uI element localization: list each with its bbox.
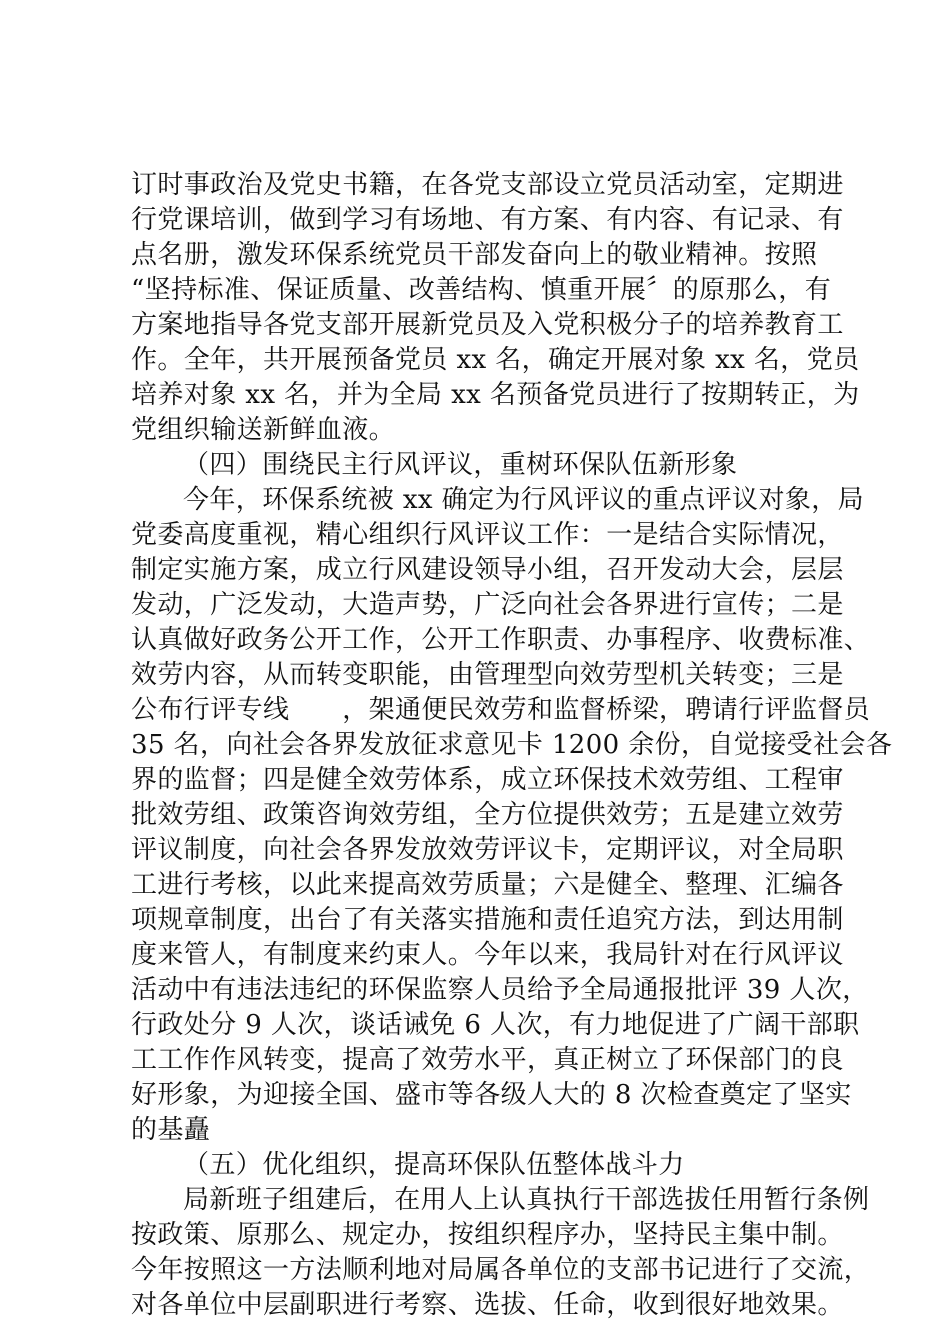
text-line: 今年按照这一方法顺利地对局属各单位的支部书记进行了交流， xyxy=(131,1255,871,1285)
text-line: 公布行评专线 ，架通便民效劳和监督桥梁，聘请行评监督员 xyxy=(131,695,871,725)
section-heading-4: （四）围绕民主行风评议，重树环保队伍新形象 xyxy=(183,450,738,480)
text-line: 发动，广泛发动，大造声势，广泛向社会各界进行宣传；二是 xyxy=(131,590,844,620)
text-line: 作。全年，共开展预备党员 xx 名，确定开展对象 xx 名，党员 xyxy=(131,345,860,375)
text-line: 点名册，激发环保系统党员干部发奋向上的敬业精神。按照 xyxy=(131,240,818,270)
text-line: 方案地指导各党支部开展新党员及入党积极分子的培养教育工 xyxy=(131,310,844,340)
text-line: 今年，环保系统被 xx 确定为行风评议的重点评议对象，局 xyxy=(183,485,865,515)
text-line: 工进行考核，以此来提高效劳质量；六是健全、整理、汇编各 xyxy=(131,870,844,900)
text-line: 35 名，向社会各界发放征求意见卡 1200 余份，自觉接受社会各 xyxy=(131,730,893,760)
text-line: 评议制度，向社会各界发放效劳评议卡，定期评议，对全局职 xyxy=(131,835,844,865)
text-line: 党委高度重视，精心组织行风评议工作：一是结合实际情况， xyxy=(131,520,844,550)
text-line: 的基矗 xyxy=(131,1115,211,1145)
text-line: 批效劳组、政策咨询效劳组，全方位提供效劳；五是建立效劳 xyxy=(131,800,844,830)
text-line: 行政处分 9 人次，谈话诫免 6 人次，有力地促进了广阔干部职 xyxy=(131,1010,860,1040)
text-line: 制定实施方案，成立行风建设领导小组，召开发动大会，层层 xyxy=(131,555,844,585)
text-line: 培养对象 xx 名，并为全局 xx 名预备党员进行了按期转正，为 xyxy=(131,380,860,410)
text-line: 好形象，为迎接全国、盛市等各级人大的 8 次检查奠定了坚实 xyxy=(131,1080,852,1110)
text-line: 认真做好政务公开工作，公开工作职责、办事程序、收费标准、 xyxy=(131,625,871,655)
text-line: 活动中有违法违纪的环保监察人员给予全局通报批评 39 人次， xyxy=(131,975,869,1005)
text-line: 按政策、原那么、规定办，按组织程序办，坚持民主集中制。 xyxy=(131,1220,844,1250)
text-line: 效劳内容，从而转变职能，由管理型向效劳型机关转变；三是 xyxy=(131,660,844,690)
text-line: 订时事政治及党史书籍，在各党支部设立党员活动室，定期进 xyxy=(131,170,844,200)
text-line: “坚持标准、保证质量、改善结构、慎重开展〞的原那么，有 xyxy=(131,275,832,305)
text-line: 行党课培训，做到学习有场地、有方案、有内容、有记录、有 xyxy=(131,205,844,235)
section-heading-5: （五）优化组织，提高环保队伍整体战斗力 xyxy=(183,1150,685,1180)
text-line: 界的监督；四是健全效劳体系，成立环保技术效劳组、工程审 xyxy=(131,765,844,795)
document-body xyxy=(131,168,893,1323)
text-line: 项规章制度，出台了有关落实措施和责任追究方法，到达用制 xyxy=(131,905,844,935)
text-line: 度来管人，有制度来约束人。今年以来，我局针对在行风评议 xyxy=(131,940,844,970)
text-line: 党组织输送新鲜血液。 xyxy=(131,415,396,445)
text-line: 对各单位中层副职进行考察、选拔、任命，收到很好地效果。 xyxy=(131,1290,844,1320)
text-line: 局新班子组建后，在用人上认真执行干部选拔任用暂行条例 xyxy=(183,1185,870,1215)
text-line: 工工作作风转变，提高了效劳水平，真正树立了环保部门的良 xyxy=(131,1045,844,1075)
